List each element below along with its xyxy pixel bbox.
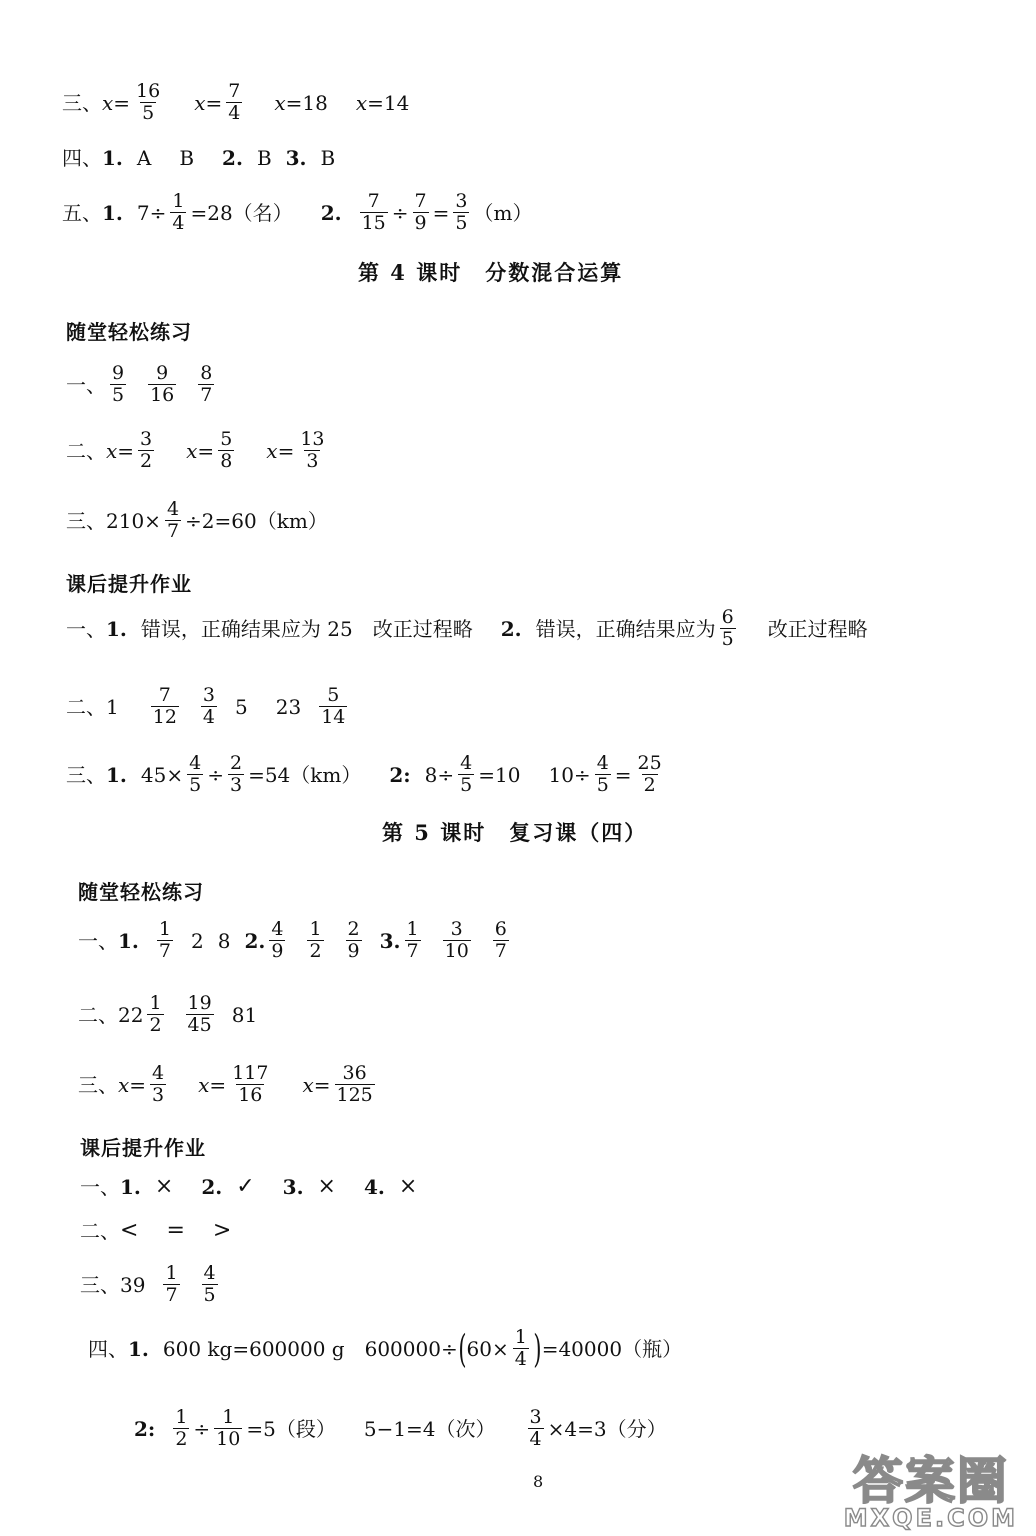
comparison-sign: > — [212, 1218, 232, 1243]
cross-mark-icon: × — [154, 1174, 174, 1199]
watermark-main: 答案圈 — [852, 1452, 1009, 1510]
fraction: $\frac{117}{16}$ — [232, 1062, 269, 1106]
answer-value: 8 — [217, 929, 231, 954]
answer-line-l5-h5 — [134, 1408, 667, 1451]
fraction: $\frac{6}{7}$ — [494, 918, 507, 962]
fraction: $\frac{25}{2}$ — [637, 752, 662, 796]
answer-line-l5-h3 — [80, 1264, 222, 1307]
fraction: $\frac{1}{2}$ — [175, 1406, 188, 1450]
answer-line-l5-h1 — [80, 1176, 417, 1198]
lesson-title: 第 4 课时 分数混合运算 — [358, 260, 624, 285]
fraction: $\frac{1}{10}$ — [216, 1406, 241, 1450]
answer-line-block1-3 — [62, 82, 409, 125]
watermark-logo — [843, 1452, 1018, 1532]
expression-part: 210× — [106, 509, 161, 534]
answer-line-l4-p2 — [66, 430, 331, 473]
expression-part: =5（段） — [246, 1417, 336, 1442]
expression-part: =54（km） — [248, 763, 362, 788]
item-number: 2: — [134, 1417, 156, 1442]
item-prefix: 三、 — [66, 509, 106, 534]
expression-part: 60× — [466, 1337, 509, 1362]
item-number: 1. — [106, 617, 127, 642]
item-number: 2. — [244, 929, 266, 954]
variable-x: x — [198, 1073, 210, 1098]
comparison-sign: < — [120, 1218, 139, 1243]
answer-line-l5-h2 — [80, 1220, 231, 1242]
answer-text: 错误，正确结果应为 — [535, 617, 716, 642]
answer-line-l5-p1 — [78, 920, 513, 963]
item-prefix: 二、 — [66, 695, 106, 720]
item-number: 4. — [363, 1175, 385, 1199]
lesson-title: 第 5 课时 复习课（四） — [382, 820, 648, 845]
equals-sign: = — [367, 91, 384, 116]
fraction: $\frac{1}{2}$ — [309, 918, 322, 962]
equals-sign: = — [432, 201, 450, 226]
fraction: $\frac{4}{7}$ — [166, 498, 180, 542]
fraction: $\frac{1}{7}$ — [165, 1262, 178, 1306]
item-number: 2: — [389, 763, 411, 788]
answer-value: 81 — [231, 1003, 258, 1028]
expression-part: ×4=3（分） — [547, 1417, 667, 1442]
answer-line-block1-5 — [62, 192, 532, 235]
operator: ÷ — [207, 763, 224, 788]
item-prefix: 二、 — [78, 1003, 118, 1028]
answer-value: 5 — [235, 695, 248, 720]
fraction: $\frac{4}{5}$ — [189, 752, 202, 796]
variable-x: x — [274, 91, 286, 116]
fraction: $\frac{5}{14}$ — [321, 684, 346, 728]
answer-value: 23 — [275, 695, 302, 720]
variable-x: x — [106, 439, 118, 464]
fraction: $\frac{3}{2}$ — [140, 428, 153, 472]
expression-part: 7÷ — [136, 201, 167, 226]
expression-part: 8÷ — [424, 763, 455, 788]
expression-part: 45× — [140, 763, 184, 788]
fraction: $\frac{13}{3}$ — [300, 428, 325, 472]
fraction: $\frac{2}{3}$ — [229, 752, 243, 796]
item-prefix: 三、 — [66, 763, 106, 788]
answer-choice: B — [179, 146, 195, 170]
variable-x: x — [186, 439, 198, 464]
equals-sign: = — [113, 91, 131, 116]
answer-choice: B — [320, 146, 336, 170]
expression-part: ÷2=60（km） — [185, 509, 328, 534]
answer-line-l4-p3 — [66, 500, 328, 543]
variable-x: x — [118, 1073, 130, 1098]
answer-value: 18 — [302, 91, 328, 116]
fraction: $\frac{19}{45}$ — [187, 992, 212, 1036]
mixed-number — [118, 994, 168, 1037]
fraction: $\frac{7}{12}$ — [152, 684, 177, 728]
answer-choice: A — [136, 146, 152, 170]
answer-line-l4-h3 — [66, 754, 668, 797]
fraction: $\frac{3}{4}$ — [202, 684, 216, 728]
fraction: $\frac{1}{7}$ — [406, 918, 419, 962]
equals-sign: = — [129, 1073, 147, 1098]
item-number: 1. — [120, 1175, 141, 1199]
equals-sign: = — [313, 1073, 331, 1098]
item-prefix: 四、 — [62, 146, 102, 170]
fraction: $\frac{5}{8}$ — [220, 428, 233, 472]
answer-value: 2 — [190, 929, 204, 954]
cross-mark-icon: × — [317, 1174, 336, 1199]
section-heading-practice: 随堂轻松练习 — [78, 880, 204, 904]
fraction: $\frac{9}{5}$ — [112, 362, 125, 406]
answer-text: 错误，正确结果应为 25 改正过程略 — [140, 617, 473, 642]
item-number: 3. — [282, 1175, 304, 1199]
answer-line-l5-p3 — [78, 1064, 379, 1107]
section-heading-homework: 课后提升作业 — [66, 572, 192, 596]
fraction: $\frac{4}{5}$ — [203, 1262, 216, 1306]
answer-line-l5-h4 — [88, 1328, 682, 1371]
fraction: $\frac{6}{5}$ — [721, 606, 734, 650]
item-prefix: 三、 — [62, 91, 102, 116]
variable-x: x — [194, 91, 206, 116]
expression-part: =10 — [478, 763, 521, 788]
item-prefix: 一、 — [80, 1175, 120, 1199]
fraction: $\frac{1}{2}$ — [149, 992, 162, 1036]
expression-part: 600 kg=600000 g 600000÷ — [162, 1337, 458, 1362]
variable-x: x — [355, 91, 368, 116]
answer-line-l5-p2 — [78, 994, 257, 1037]
cross-mark-icon: × — [398, 1174, 418, 1199]
item-number: 1. — [128, 1337, 149, 1362]
equals-sign: = — [117, 439, 135, 464]
answer-choice: B — [256, 146, 272, 170]
item-prefix: 二、 — [80, 1219, 120, 1243]
page-number: 8 — [533, 1472, 544, 1491]
answer-value: 39 — [120, 1273, 146, 1298]
variable-x: x — [266, 439, 278, 464]
fraction: $\frac{1}{4}$ — [514, 1326, 527, 1370]
mixed-whole: 22 — [118, 1003, 144, 1028]
fraction: $\frac{3}{5}$ — [455, 190, 468, 234]
fraction: $\frac{3}{4}$ — [529, 1406, 542, 1450]
expression-part: 10÷ — [548, 763, 591, 788]
item-prefix: 五、 — [62, 201, 102, 226]
fraction: $\frac{1}{7}$ — [158, 918, 171, 962]
fraction: $\frac{7}{9}$ — [414, 190, 427, 234]
answer-value: 1 — [106, 695, 119, 720]
right-paren: ) — [533, 1327, 542, 1372]
fraction: $\frac{9}{16}$ — [150, 362, 175, 406]
fraction: $\frac{7}{15}$ — [361, 190, 386, 234]
watermark-sub: MXQE.COM — [843, 1504, 1018, 1532]
equals-sign: = — [209, 1073, 227, 1098]
fraction: $\frac{4}{9}$ — [271, 918, 284, 962]
expression-part: =28（名） — [190, 201, 293, 226]
expression-part: =40000（瓶） — [541, 1337, 683, 1362]
section-heading-practice: 随堂轻松练习 — [66, 320, 192, 344]
equals-sign: = — [197, 439, 215, 464]
item-number: 2. — [201, 1175, 223, 1199]
item-number: 1. — [102, 201, 123, 226]
answer-line-block1-4 — [62, 148, 335, 168]
answer-line-l4-h1 — [66, 608, 868, 651]
fraction: $\frac{2}{9}$ — [347, 918, 360, 962]
item-prefix: 四、 — [88, 1337, 128, 1362]
item-prefix: 一、 — [66, 617, 106, 642]
fraction: $\frac{1}{4}$ — [172, 190, 185, 234]
item-prefix: 一、 — [78, 929, 118, 954]
item-prefix: 三、 — [80, 1273, 120, 1298]
operator: ÷ — [391, 201, 409, 226]
item-prefix: 一、 — [66, 373, 106, 398]
fraction: $\frac{4}{5}$ — [460, 752, 473, 796]
item-number: 2. — [320, 201, 342, 226]
fraction: $\frac{3}{10}$ — [444, 918, 469, 962]
item-number: 2. — [222, 146, 243, 170]
fraction: $\frac{4}{3}$ — [152, 1062, 165, 1106]
item-number: 1. — [118, 929, 139, 954]
item-number: 2. — [500, 617, 522, 642]
answer-line-l4-p1 — [66, 364, 218, 407]
item-prefix: 二、 — [66, 439, 106, 464]
comparison-sign: = — [166, 1218, 185, 1243]
equals-sign: = — [285, 91, 303, 116]
fraction: $\frac{36}{125}$ — [336, 1062, 373, 1106]
variable-x: x — [102, 91, 114, 116]
fraction: $\frac{16}{5}$ — [136, 80, 161, 124]
answer-line-l4-h2 — [66, 686, 351, 729]
left-paren: ( — [458, 1327, 467, 1372]
item-prefix: 三、 — [78, 1073, 118, 1098]
answer-text: 改正过程略 — [767, 617, 868, 642]
equals-sign: = — [277, 439, 295, 464]
variable-x: x — [302, 1073, 314, 1098]
fraction: $\frac{8}{7}$ — [200, 362, 213, 406]
section-heading-homework: 课后提升作业 — [80, 1136, 206, 1160]
item-number: 3. — [285, 146, 307, 170]
answer-value: 14 — [383, 91, 410, 116]
unit: （m） — [473, 201, 533, 226]
item-number: 1. — [106, 763, 127, 788]
item-number: 3. — [379, 929, 401, 954]
equals-sign: = — [614, 763, 632, 788]
check-mark-icon: ✓ — [236, 1174, 255, 1199]
fraction: $\frac{7}{4}$ — [228, 80, 241, 124]
item-number: 1. — [102, 146, 123, 170]
expression-part: 5−1=4（次） — [363, 1417, 496, 1442]
operator: ÷ — [193, 1417, 211, 1442]
equals-sign: = — [205, 91, 223, 116]
fraction: $\frac{4}{5}$ — [596, 752, 609, 796]
